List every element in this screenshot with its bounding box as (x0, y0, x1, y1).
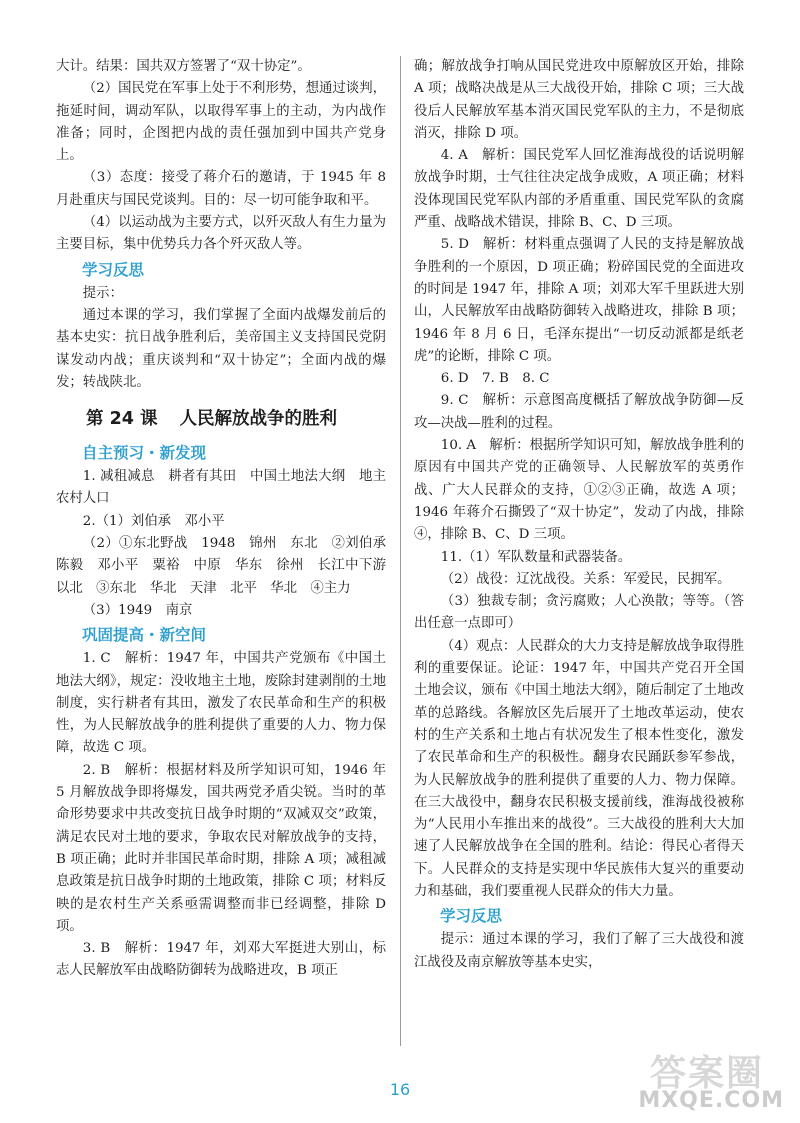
answer-text: 3. B 解析：1947 年，刘邓大军挺进大别山，标志人民解放军由战略防御转为战略进攻，B 项正 (56, 941, 386, 979)
section-heading-preview: 自主预习・新发现 (82, 444, 207, 463)
column-divider (400, 56, 401, 1046)
watermark-logo: 答案圈 (649, 1053, 764, 1094)
section-heading-consolidate: 巩固提高・新空间 (82, 626, 207, 645)
answer-text: 1. C 解析：1947 年，中国共产党颁布《中国土地法大纲》，规定：没收地主土地，废除封建剥削的土地制度，实行耕者有其田，激发了农民革命和生产的积极性，为人民解放战争的胜利提供了重要的人力、物力保障，故选 C 项。 (56, 651, 386, 756)
answer-text: 11.（1）军队数量和武器装备。 (440, 549, 632, 565)
answer-text: 大计。结果：国共双方签署了“双十协定”。 (56, 59, 311, 74)
answer-text: 5. D 解析：材料重点强调了人民的支持是解放战争胜利的一个原因，D 项正确；粉碎国民党的全面进攻的时间是 1947 年，排除 A 项；刘邓大军千里跃进大别山，人民解放军由战略防御转入战略进攻，排除 B 项；1946 年 8 月 6 日，毛泽东提出“一切反动派都是纸老虎”的论断，排除 C 项。 (414, 237, 744, 364)
watermark (610, 1045, 790, 1115)
answer-text: 10. A 解析：根据所学知识可知，解放战争胜利的原因有中国共产党的正确领导、人民解放军的英勇作战、广大人民群众的支持，①②③正确，故选 A 项；1946 年蒋介石撕毁了“双十协定”，发动了内战，排除④，排除 B、C、D 三项。 (414, 438, 744, 543)
answer-text: （4）以运动战为主要方式，以歼灭敌人有生力量为主要目标，集中优势兵力各个歼灭敌人等。 (56, 215, 386, 253)
answer-text: （4）观点：人民群众的大力支持是解放战争取得胜利的重要保证。论证：1947 年，中国共产党召开全国土地会议，颁布《中国土地法大纲》，随后制定了土地改革的总路线。各解放区先后展开了土地改革运动，使农村的生产关系和土地占有状况发生了根本性变化，激发了农民革命和生产的积极性。翻身农民踊跃参军参战，为人民解放战争的胜利提供了重要的人力、物力保障。在三大战役中，翻身农民积极支援前线，淮海战役被称为“人民用小车推出来的战役”。三大战役的胜利大大加速了人民解放战争在全国的胜利。结论：得民心者得天下。人民群众的支持是实现中华民族伟大复兴的重要动力和基础，我们要重视人民群众的伟大力量。 (414, 638, 744, 899)
answer-text: （2）①东北野战 1948 锦州 东北 ②刘伯承 陈毅 邓小平 粟裕 中原 华东 徐州 长江中下游以北 ③东北 华北 天津 北平 华北 ④主力 (56, 536, 400, 596)
answer-text: （3）态度：接受了蒋介石的邀请，于 1945 年 8 月赴重庆与国民党谈判。目的：尽一切可能争取和平。 (56, 170, 386, 208)
answer-text: （3）1949 南京 (82, 602, 193, 618)
section-heading-reflection: 学习反思 (82, 260, 145, 279)
lesson-number: 第 24 课 (86, 409, 158, 430)
section-heading-reflection: 学习反思 (440, 907, 503, 926)
answer-text: 2.（1）刘伯承 邓小平 (82, 513, 225, 529)
answer-text: 通过本课的学习，我们掌握了全面内战爆发前后的基本史实：抗日战争胜利后，美帝国主义支持国民党阴谋发动内战；重庆谈判和“双十协定”；全面内战的爆发；转战陕北。 (56, 307, 386, 390)
answer-text: 2. B 解析：根据材料及所学知识可知，1946 年 5 月解放战争即将爆发，国共两党矛盾尖锐。当时的革命形势要求中共改变抗日战争时期的“双减双交”政策，满足农民对土地的要求，争取农民对解放战争的支持，B 项正确；此时并非国民革命时期，排除 A 项；减租减息政策是抗日战争时期的土地政策，排除 C 项；材料反映的是农村生产关系亟需调整而非已经调整，排除 D 项。 (56, 762, 386, 934)
lesson-title (56, 402, 386, 436)
answer-text: （2）战役：辽沈战役。关系：军爱民，民拥军。 (440, 571, 731, 587)
answer-text: 4. A 解析：国民党军人回忆淮海战役的话说明解放战争时期，士气往往决定战争成败，A 项正确；材料没体现国民党军队内部的矛盾重重、国民党军队的贪腐严重、战略战术错误，排除 B、C、D 三项。 (414, 148, 744, 231)
hint-label: 提示： (82, 285, 123, 301)
answer-text: 提示：通过本课的学习，我们了解了三大战役和渡江战役及南京解放等基本史实， (414, 932, 744, 970)
watermark-url: MXQE.COM (638, 1088, 784, 1113)
lesson-name: 人民解放战争的胜利 (179, 409, 338, 430)
left-column (56, 56, 400, 983)
answer-text: 确；解放战争打响从国民党进攻中原解放区开始，排除 A 项；战略决战是从三大战役开始，排除 C 项；三大战役后人民解放军基本消灭国民党军队的主力，不是彻底消灭，排除 D 项。 (414, 59, 744, 141)
answer-text: 6. D 7. B 8. C (440, 371, 550, 387)
answer-text: （3）独裁专制；贪污腐败；人心涣散；等等。（答出任意一点即可） (414, 594, 744, 632)
answer-text: 1. 减租减息 耕者有其田 中国土地法大纲 地主 农村人口 (56, 469, 400, 507)
answer-text: 9. C 解析：示意图高度概括了解放战争防御—反攻—决战—胜利的过程。 (414, 393, 744, 431)
right-column (414, 56, 744, 974)
answer-text: （2）国民党在军事上处于不利形势，想通过谈判，拖延时间，调动军队，以取得军事上的主动，为内战作准备；同时，企图把内战的责任强加到中国共产党身上。 (56, 81, 386, 164)
page-number: 16 (389, 1080, 411, 1099)
